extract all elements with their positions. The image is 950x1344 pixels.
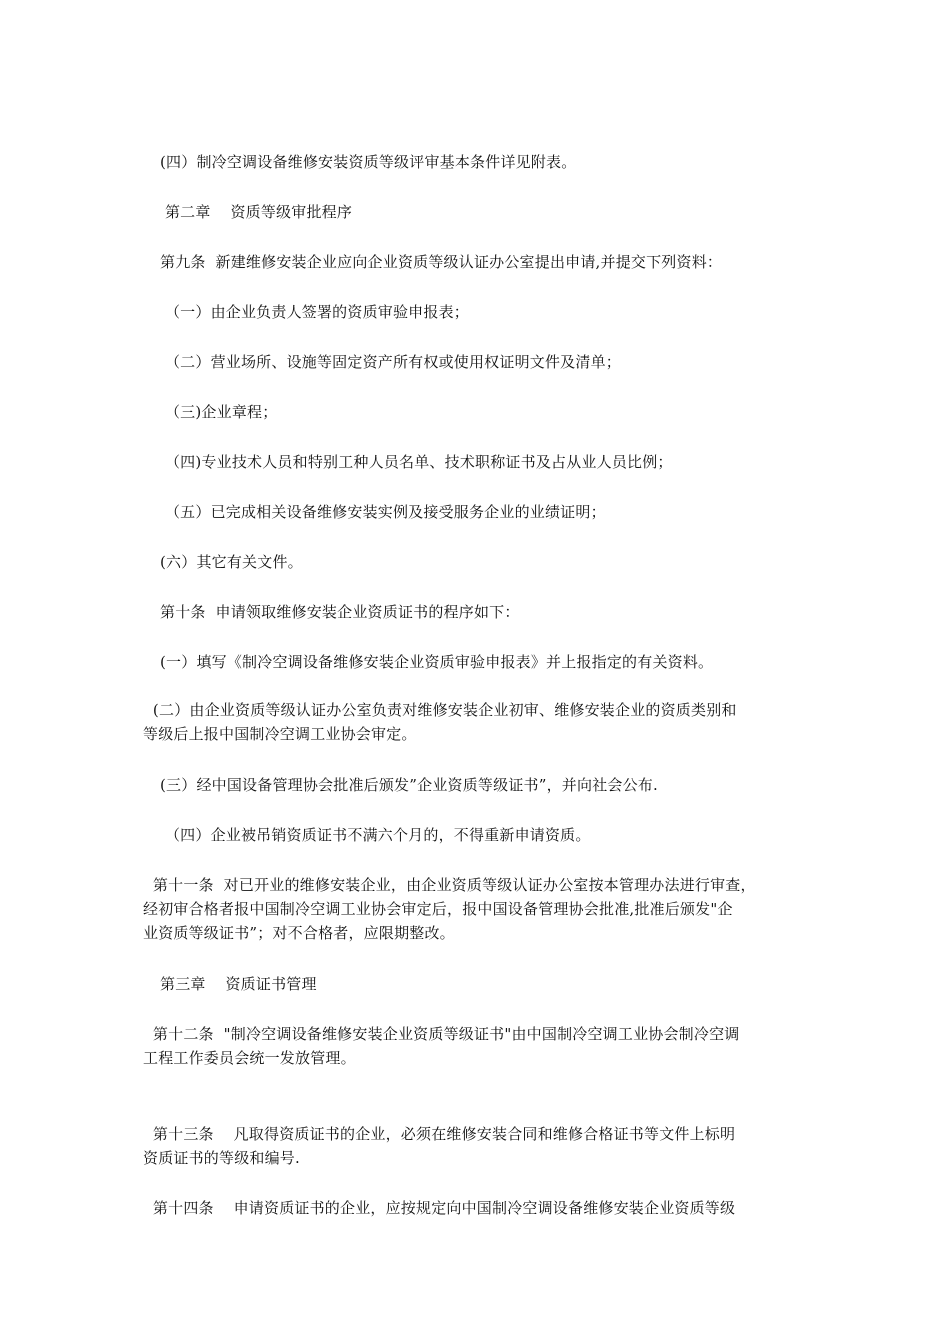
- article-9-item-6: (六）其它有关文件。: [160, 553, 303, 571]
- article-10-item-2: [143, 698, 813, 746]
- article-9-item-3: （三)企业章程；: [160, 403, 278, 421]
- article-14-line-1: 第十四条 申请资质证书的企业，应按规定向中国制冷空调设备维修安装企业资质等级: [143, 1199, 736, 1217]
- article-14: [143, 1196, 813, 1220]
- article-9-item-1: （一）由企业负责人签署的资质审验申报表；: [160, 303, 469, 321]
- article-9-item-2: （二）营业场所、设施等固定资产所有权或使用权证明文件及清单；: [160, 353, 621, 371]
- article-9: 第九条 新建维修安装企业应向企业资质等级认证办公室提出申请,并提交下列资料：: [160, 253, 723, 271]
- article-12: [143, 1022, 813, 1070]
- article-11-line-2: 经初审合格者报中国制冷空调工业协会审定后，报中国设备管理协会批准,批准后颁发"企: [143, 900, 733, 918]
- chapter-heading-2: 第二章 资质等级审批程序: [160, 203, 353, 221]
- article-9-item-4: （四)专业技术人员和特别工种人员名单、技术职称证书及占从业人员比例；: [160, 453, 673, 471]
- article-12-line-1: 第十二条 "制冷空调设备维修安装企业资质等级证书"由中国制冷空调工业协会制冷空调: [143, 1025, 740, 1043]
- paragraph-attachment-note: (四）制冷空调设备维修安装资质等级评审基本条件详见附表。: [160, 153, 577, 171]
- article-13-line-1: 第十三条 凡取得资质证书的企业，必须在维修安装合同和维修合格证书等文件上标明: [143, 1125, 736, 1143]
- article-10-item-4: （四）企业被吊销资质证书不满六个月的，不得重新申请资质。: [160, 826, 591, 844]
- article-11-line-1: 第十一条 对已开业的维修安装企业，由企业资质等级认证办公室按本管理办法进行审查，: [143, 876, 756, 894]
- article-10-item-2-line-2: 等级后上报中国制冷空调工业协会审定。: [143, 725, 417, 743]
- article-10: 第十条 申请领取维修安装企业资质证书的程序如下：: [160, 603, 520, 621]
- article-11: [143, 873, 813, 945]
- article-11-line-3: 业资质等级证书”；对不合格者，应限期整改。: [143, 924, 455, 942]
- article-10-item-3: (三）经中国设备管理协会批准后颁发”企业资质等级证书”，并向社会公布.: [160, 776, 658, 794]
- article-12-line-2: 工程工作委员会统一发放管理。: [143, 1049, 356, 1067]
- chapter-heading-3: 第三章 资质证书管理: [160, 975, 317, 993]
- article-13: [143, 1122, 813, 1170]
- article-10-item-1: (一）填写《制冷空调设备维修安装企业资质审验申报表》并上报指定的有关资料。: [160, 653, 714, 671]
- article-13-line-2: 资质证书的等级和编号.: [143, 1149, 300, 1167]
- article-9-item-5: （五）已完成相关设备维修安装实例及接受服务企业的业绩证明；: [160, 503, 606, 521]
- article-10-item-2-line-1: (二）由企业资质等级认证办公室负责对维修安装企业初审、维修安装企业的资质类别和: [143, 701, 737, 719]
